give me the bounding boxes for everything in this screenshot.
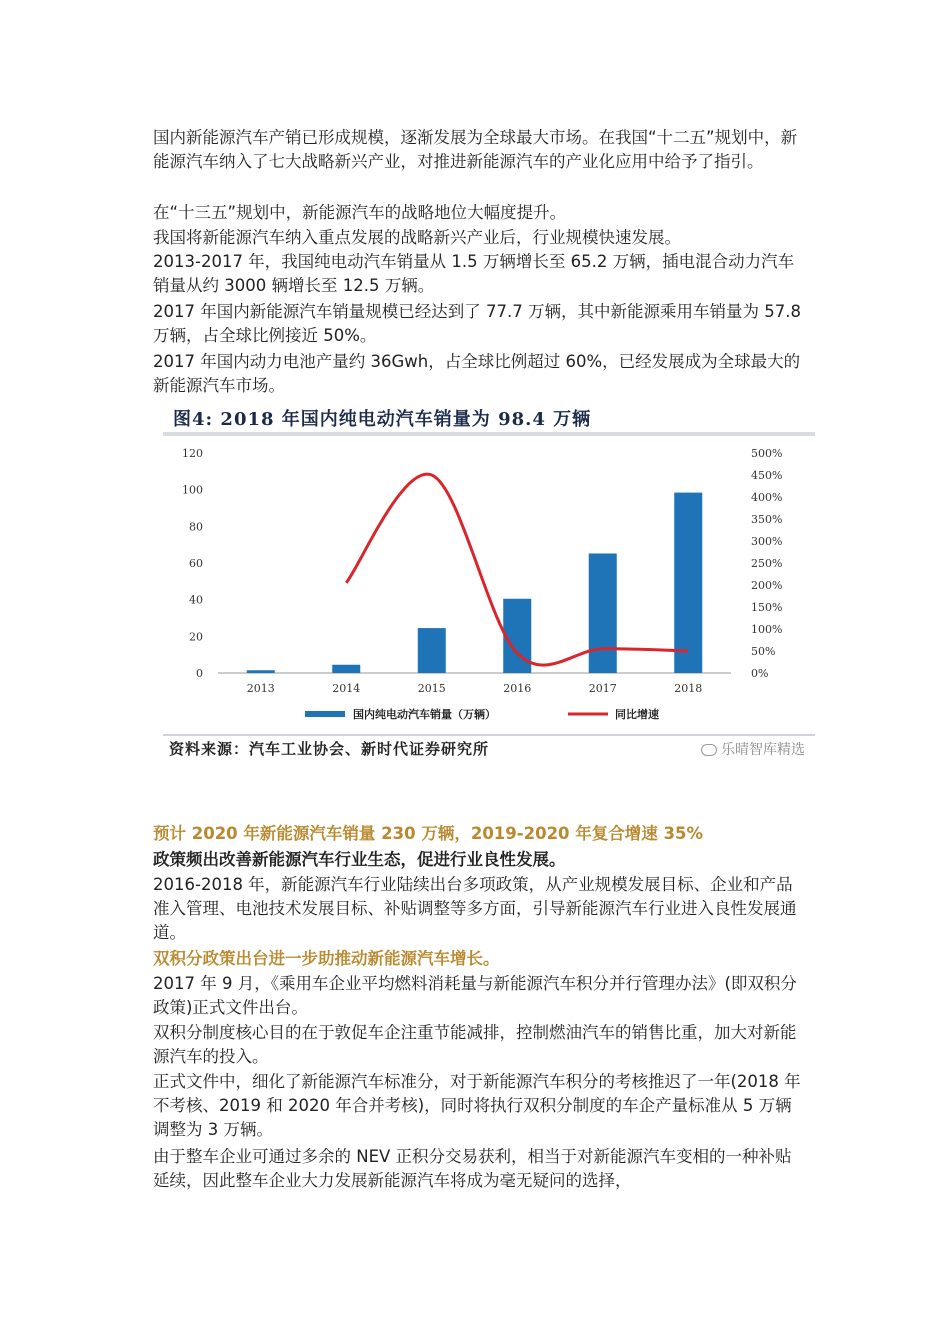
left-axis-tick: 60 xyxy=(189,557,203,570)
right-axis-tick: 100% xyxy=(751,623,783,636)
right-axis-tick: 50% xyxy=(751,645,776,658)
body-paragraph: 由于整车企业可通过多余的 NEV 正积分交易获利，相当于对新能源汽车变相的一种补贴延续，因此整车企业大力发展新能源汽车将成为毫无疑问的选择， xyxy=(153,1147,792,1190)
right-axis-tick: 350% xyxy=(751,513,783,526)
x-axis-tick: 2018 xyxy=(674,682,703,695)
sales-bar xyxy=(674,493,702,673)
legend-label-growth: 同比增速 xyxy=(615,708,659,721)
left-axis-tick: 0 xyxy=(196,667,203,680)
x-axis-tick: 2015 xyxy=(417,682,446,695)
sales-bar xyxy=(589,553,617,673)
intro-paragraph: 国内新能源汽车产销已形成规模，逐渐发展为全球最大市场。在我国“十二五”规划中，新能源汽车纳入了七大战略新兴产业，对推进新能源汽车的产业化应用中给予了指引。 xyxy=(153,128,798,171)
left-axis-tick: 20 xyxy=(189,630,203,644)
right-axis-tick: 200% xyxy=(751,579,783,592)
chart-source: 资料来源：汽车工业协会、新时代证券研究所 xyxy=(169,740,490,758)
right-axis-tick: 0% xyxy=(751,667,769,680)
left-axis-tick: 120 xyxy=(182,447,203,460)
x-axis-tick: 2016 xyxy=(503,682,532,695)
combo-chart xyxy=(163,439,815,731)
watermark-text: 乐晴智库精选 xyxy=(721,742,805,758)
right-axis-tick: 400% xyxy=(751,491,783,504)
intro-paragraph: 2017 年国内动力电池产量约 36Gwh，占全球比例超过 60%，已经发展成为全球最大的新能源汽车市场。 xyxy=(153,352,801,395)
section-heading: 预计 2020 年新能源汽车销量 230 万辆，2019-2020 年复合增速 35% xyxy=(153,824,704,843)
right-axis-tick: 300% xyxy=(751,535,783,548)
sales-bar xyxy=(332,665,360,673)
watermark xyxy=(701,739,805,759)
body-paragraph: 正式文件中，细化了新能源汽车标准分，对于新能源汽车积分的考核推迟了一年(2018 年不考核、2019 和 2020 年合并考核)，同时将执行双积分制度的车企产量标准从 5 万辆调整为 3 万辆。 xyxy=(153,1072,801,1139)
intro-paragraph: 在“十三五”规划中，新能源汽车的战略地位大幅度提升。 xyxy=(153,203,567,222)
section-subheading: 双积分政策出台进一步助推动新能源汽车增长。 xyxy=(153,949,500,968)
right-axis-tick: 250% xyxy=(751,557,783,570)
legend-swatch-bar xyxy=(305,711,345,717)
legend-label-sales: 国内纯电动汽车销量（万辆） xyxy=(353,708,496,721)
left-axis-tick: 80 xyxy=(189,520,203,534)
sales-bar xyxy=(418,628,446,673)
x-axis-tick: 2013 xyxy=(246,682,275,695)
body-paragraph: 2017 年 9 月，《乘用车企业平均燃料消耗量与新能源汽车积分并行管理办法》(即双积分政策)正式文件出台。 xyxy=(153,974,797,1017)
sales-bar xyxy=(247,670,275,673)
x-axis-tick: 2017 xyxy=(588,682,617,695)
intro-paragraph: 2017 年国内新能源汽车销量规模已经达到了 77.7 万辆，其中新能源乘用车销量为 57.8 万辆，占全球比例接近 50%。 xyxy=(153,302,801,345)
left-axis-tick: 40 xyxy=(189,593,203,607)
intro-paragraph: 2013-2017 年，我国纯电动汽车销量从 1.5 万辆增长至 65.2 万辆，插电混合动力汽车销量从约 3000 辆增长至 12.5 万辆。 xyxy=(153,252,795,295)
wechat-icon xyxy=(701,744,717,756)
chart-title: 图4: 2018 年国内纯电动汽车销量为 98.4 万辆 xyxy=(173,409,592,430)
source-divider xyxy=(163,734,815,736)
left-axis-tick: 100 xyxy=(182,483,203,497)
sales-chart-figure xyxy=(163,403,815,765)
intro-paragraph: 我国将新能源汽车纳入重点发展的战略新兴产业后，行业规模快速发展。 xyxy=(153,228,681,247)
body-paragraph: 双积分制度核心目的在于敦促车企注重节能减排，控制燃油汽车的销售比重，加大对新能源汽车的投入。 xyxy=(153,1023,797,1066)
section-subheading: 政策频出改善新能源汽车行业生态，促进行业良性发展。 xyxy=(153,850,566,869)
right-axis-tick: 450% xyxy=(751,469,783,482)
right-axis-tick: 150% xyxy=(751,601,783,614)
title-divider xyxy=(163,432,815,436)
x-axis-tick: 2014 xyxy=(332,682,361,695)
body-paragraph: 2016-2018 年，新能源汽车行业陆续出台多项政策，从产业规模发展目标、企业和产品准入管理、电池技术发展目标、补贴调整等多方面，引导新能源汽车行业进入良性发展通道。 xyxy=(153,875,797,942)
right-axis-tick: 500% xyxy=(751,447,783,460)
